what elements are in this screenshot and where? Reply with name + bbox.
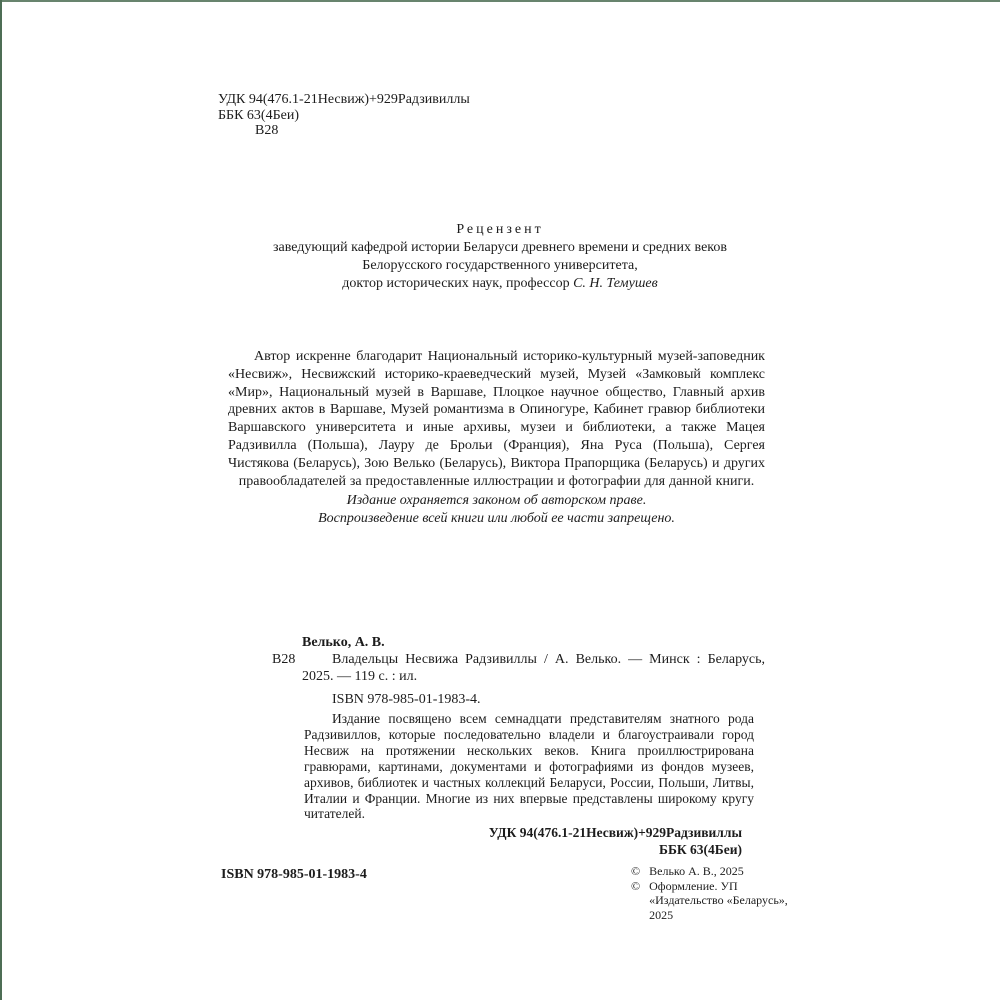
legal-line2: Воспроизведение всей книги или любой ее части запрещено. xyxy=(318,511,675,526)
card-bbk-code: ББК 63(4Беи) xyxy=(659,841,742,857)
copyright-publisher-text: Оформление. УП «Издательство «Беларусь», 2025 xyxy=(649,878,788,922)
acknowledgment-paragraph: Автор искренне благодарит Национальный историко-культурный музей-заповедник «Несвиж», Несвижский историко-краеведческий музей, Музей «Замковый комплекс «Мир», Национальный музей в Варшаве, Плоцкое научное общество, Главный архив древних актов в Варшаве, Музей романтизма в Опиногуре, Кабинет гравюр библиотеки Варшавского университета и иные архивы, музеи и библиотеки, а также Мацея Радзивилла (Польша), Лауру де Брольи (Франция), Яна Руса (Польша), Сергея Чистякова (Беларусь), Зою Велько (Беларусь), Виктора Прапорщика (Беларусь) и других правообладателей за предоставленные иллюстрации и фотографии для данной книги. xyxy=(228,349,765,489)
copyright-symbol: © xyxy=(631,878,641,893)
page-top-edge-line xyxy=(0,0,1000,2)
copyright-row-author xyxy=(631,864,807,879)
legal-line1: Издание охраняется законом об авторском праве. xyxy=(346,493,647,508)
top-codes-block xyxy=(218,92,470,139)
footer-isbn: ISBN 978-985-01-1983-4 xyxy=(221,867,367,882)
card-description: Владельцы Несвижа Радзивиллы / А. Велько. — Минск : Беларусь, 2025. — 119 с. : ил. xyxy=(302,652,765,684)
card-author: Велько, А. В. xyxy=(302,635,385,650)
copyright-row-publisher xyxy=(631,879,807,923)
card-body xyxy=(228,651,765,685)
page-left-edge-line xyxy=(0,0,2,1000)
copyright-author-text: Велько А. В., 2025 xyxy=(649,864,744,878)
legal-notice-block xyxy=(228,492,765,528)
reviewer-line2: Белорусского государственного университета, xyxy=(362,258,638,273)
reviewer-title: доктор исторических наук, профессор xyxy=(342,276,574,291)
reviewer-line1: заведующий кафедрой истории Беларуси древнего времени и средних веков xyxy=(273,240,727,255)
card-author-sign: В28 xyxy=(272,652,296,667)
copyright-symbol: © xyxy=(631,864,641,878)
author-sign: В28 xyxy=(255,123,279,138)
reviewer-block xyxy=(228,221,772,293)
reviewer-name: С. Н. Темушев xyxy=(573,276,658,291)
copyright-block xyxy=(631,864,807,922)
reviewer-heading: Рецензент xyxy=(456,222,544,237)
card-isbn: ISBN 978-985-01-1983-4. xyxy=(332,692,481,707)
bbk-code: ББК 63(4Беи) xyxy=(218,107,299,123)
card-annotation: Издание посвящено всем семнадцати представителям знатного рода Радзивиллов, которые последовательно владели и благоустраивали город Несвиж на протяжении нескольких веков. Книга проиллюстрирована гравюрами, картинами, документами и фотографиями из фондов музеев, архивов, библиотек и частных коллекций Беларуси, России, Польши, Литвы, Италии и Франции. Многие из них впервые представлены широкому кругу читателей. xyxy=(304,711,754,822)
catalog-card xyxy=(228,634,765,858)
card-udc-code: УДК 94(476.1-21Несвиж)+929Радзивиллы xyxy=(488,825,742,841)
udc-code: УДК 94(476.1-21Несвиж)+929Радзивиллы xyxy=(218,92,470,107)
card-codes-block xyxy=(304,825,754,858)
reviewer-line3 xyxy=(228,275,772,293)
